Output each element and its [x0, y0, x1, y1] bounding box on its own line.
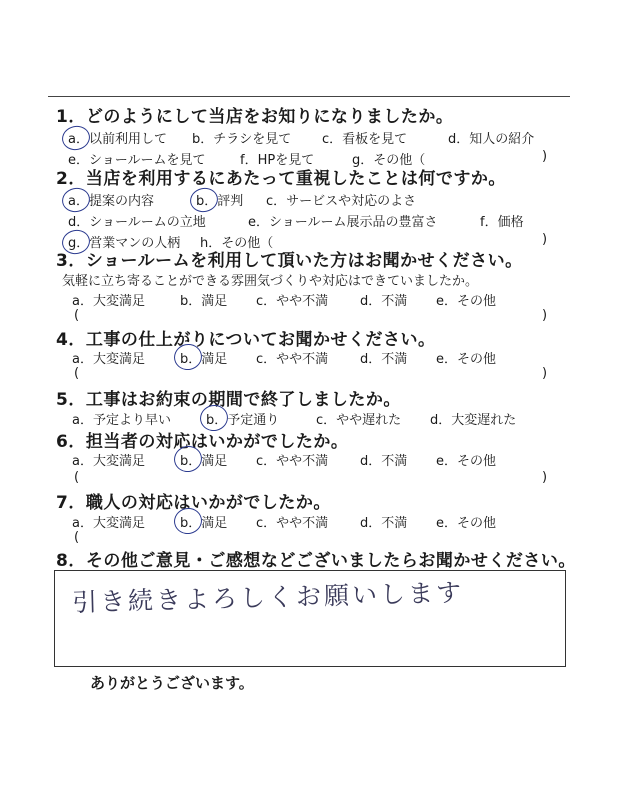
q6-title: 6．担当者の対応はいかがでしたか。 — [56, 432, 349, 452]
q7-option-b[interactable]: b．満足 — [180, 516, 228, 531]
q7-option-e[interactable]: e．その他 — [436, 516, 496, 531]
q5-option-a[interactable]: a．予定より早い — [72, 413, 171, 428]
q6-option-d[interactable]: d．不満 — [360, 454, 408, 469]
q2-option-h[interactable]: h．その他（ — [200, 236, 274, 251]
q1-option-e[interactable]: e．ショールームを見て — [68, 153, 206, 168]
q8-handwritten-answer: 引き続きよろしくお願いします — [71, 577, 465, 618]
q2-option-g[interactable]: g．営業マンの人柄 — [68, 236, 181, 251]
q2-option-d[interactable]: d．ショールームの立地 — [68, 215, 206, 230]
q1-option-c[interactable]: c．看板を見て — [322, 132, 408, 147]
q1-option-f[interactable]: f．HPを見て — [240, 153, 315, 168]
q4-option-a[interactable]: a．大変満足 — [72, 352, 145, 367]
q3-close-paren: ) — [542, 308, 548, 323]
q3-option-a[interactable]: a．大変満足 — [72, 294, 145, 309]
q3-option-c[interactable]: c．やや不満 — [256, 294, 329, 309]
q5-option-d[interactable]: d．大変遅れた — [430, 413, 517, 428]
q2-option-b[interactable]: b．評判 — [196, 194, 244, 209]
q2-close-paren: ) — [542, 232, 548, 247]
q6-close-paren: ) — [542, 470, 548, 485]
q3-title: 3．ショールームを利用して頂いた方はお聞かせください。 — [56, 251, 523, 271]
q6-option-c[interactable]: c．やや不満 — [256, 454, 329, 469]
q5-option-b[interactable]: b．予定通り — [206, 413, 280, 428]
q4-option-b[interactable]: b．満足 — [180, 352, 228, 367]
q1-title: 1．どのようにして当店をお知りになりましたか。 — [56, 107, 454, 127]
top-rule — [48, 96, 570, 97]
q1-option-a[interactable]: a．以前利用して — [68, 132, 167, 147]
q6-open-paren: ( — [74, 470, 80, 485]
q2-option-a[interactable]: a．提案の内容 — [68, 194, 154, 209]
q4-option-e[interactable]: e．その他 — [436, 352, 496, 367]
q5-title: 5．工事はお約束の期間で終了しましたか。 — [56, 390, 401, 410]
q6-option-a[interactable]: a．大変満足 — [72, 454, 145, 469]
q7-title: 7．職人の対応はいかがでしたか。 — [56, 493, 331, 513]
q3-option-e[interactable]: e．その他 — [436, 294, 496, 309]
q7-option-d[interactable]: d．不満 — [360, 516, 408, 531]
q7-option-c[interactable]: c．やや不満 — [256, 516, 329, 531]
q3-open-paren: ( — [74, 308, 80, 323]
q5-option-c[interactable]: c．やや遅れた — [316, 413, 402, 428]
q2-option-e[interactable]: e．ショールーム展示品の豊富さ — [248, 215, 438, 230]
q1-option-g[interactable]: g．その他（ — [352, 153, 426, 168]
q8-title: 8．その他ご意見・ご感想などございましたらお聞かせください。 — [56, 551, 576, 571]
q4-option-d[interactable]: d．不満 — [360, 352, 408, 367]
q6-option-b[interactable]: b．満足 — [180, 454, 228, 469]
q2-option-c[interactable]: c．サービスや対応のよさ — [266, 194, 417, 209]
q4-title: 4．工事の仕上がりについてお聞かせください。 — [56, 330, 436, 350]
thanks-message: ありがとうございます。 — [90, 674, 254, 692]
q6-option-e[interactable]: e．その他 — [436, 454, 496, 469]
q2-option-f[interactable]: f．価格 — [480, 215, 524, 230]
q3-option-b[interactable]: b．満足 — [180, 294, 228, 309]
q1-close-paren: ) — [542, 149, 548, 164]
q7-option-a[interactable]: a．大変満足 — [72, 516, 145, 531]
q3-option-d[interactable]: d．不満 — [360, 294, 408, 309]
q1-option-b[interactable]: b．チラシを見て — [192, 132, 292, 147]
q4-option-c[interactable]: c．やや不満 — [256, 352, 329, 367]
q4-open-paren: ( — [74, 366, 80, 381]
q4-close-paren: ) — [542, 366, 548, 381]
q7-open-paren: ( — [74, 530, 80, 545]
q1-option-d[interactable]: d．知人の紹介 — [448, 132, 535, 147]
q3-subtitle: 気軽に立ち寄ることができる雰囲気づくりや対応はできていましたか。 — [62, 274, 479, 289]
q2-title: 2．当店を利用するにあたって重視したことは何ですか。 — [56, 169, 506, 189]
